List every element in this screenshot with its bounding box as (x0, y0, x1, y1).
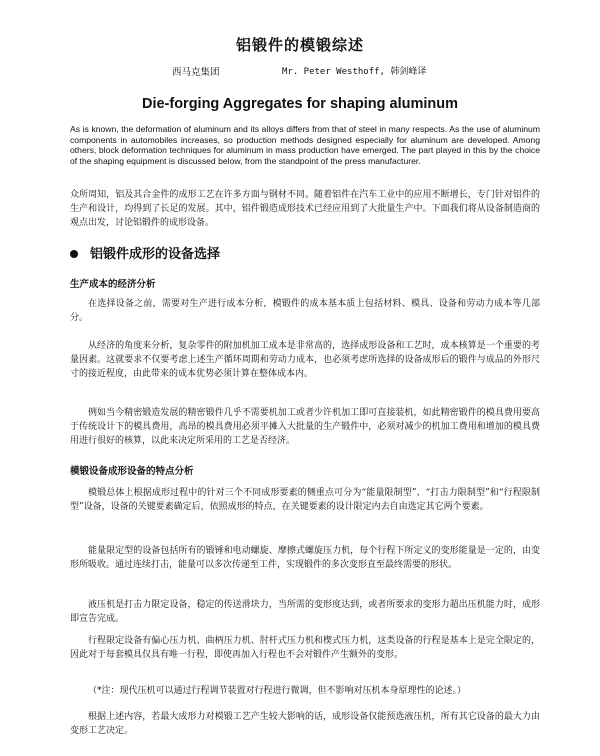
paragraph-equipment-3: 液压机是打击力限定设备，稳定的传送滑块力，当所需的变形度达到，或者所要求的变形力超出压机能力时，成形即宣告完成。 (70, 600, 540, 624)
subsection-heading-equipment: 模锻设备成形设备的特点分析 (70, 466, 194, 477)
section-heading (70, 243, 220, 262)
paragraph-cost-2: 从经济的角度来分析，复杂零件的附加机加工成本是非常高的，选择成形设备和工艺时，成本核算是一个重要的考量因素。这就要求不仅要考虑上述生产循环周期和劳动力成本，也必须考虑所选择的设备成形后的锻件与成品的外形尺寸的接近程度，由此带来的成本优势必须计算在整体成本内。 (70, 341, 540, 379)
subsection-heading-cost: 生产成本的经济分析 (70, 279, 156, 290)
paragraph-equipment-4: 行程限定设备有偏心压力机、曲柄压力机、肘杆式压力机和楔式压力机，这类设备的行程是基本上是完全限定的，因此对于每套模具仅具有唯一行程，即使再加入行程也不会对锻件产生额外的变形。 (70, 636, 540, 660)
section-heading-text: 铝锻件成形的设备选择 (90, 247, 221, 262)
article-title-english: Die-forging Aggregates for shaping aluminum (141, 96, 459, 112)
author-names: Mr. Peter Westhoff, 韩剑峰译 (282, 67, 427, 77)
intro-paragraph: 众所周知，铝及其合金件的成形工艺在许多方面与钢材不同。随着铝件在汽车工业中的应用不断增长，专门针对铝件的生产和设计，均得到了长足的发展。其中，铝件锻造成形技术已经应用到了大批量生产中。下面我们将从设备制造商的观点出发，讨论铝锻件的成形设备。 (70, 190, 540, 228)
article-title-chinese: 铝锻件的模锻综述 (235, 36, 364, 54)
paragraph-equipment-2: 能量限定型的设备包括所有的锻锤和电动螺旋、摩擦式螺旋压力机，每个行程下所定义的变形能量是一定的，由变形所吸收。通过连续打击，能量可以多次传递至工件，实现锻件的多次变形直至最终需要的形状。 (70, 546, 540, 570)
paragraph-cost-1: 在选择设备之前，需要对生产进行成本分析，模锻件的成本基本质上包括材料、模具、设备和劳动力成本等几部分。 (70, 299, 540, 323)
paragraph-equipment-5: 根据上述内容，若最大成形力对模锻工艺产生较大影响的话，成形设备仅能预选液压机，所有其它设备的最大力由变形工艺决定。 (70, 712, 540, 736)
paragraph-cost-3: 例如当今精密锻造发展的精密锻件几乎不需要机加工或者少许机加工即可直接装机，如此精密锻件的模具费用要高于传统设计下的模具费用，高昂的模具费用必须平摊入大批量的生产锻件中，必须对减少的机加工费用和增加的模具费用进行很好的核算，以此来决定所采用的工艺是否经济。 (70, 408, 540, 446)
paragraph-equipment-note: （*注：现代压机可以通过行程调节装置对行程进行微调，但不影响对压机本身原理性的论述。） (88, 686, 467, 696)
paragraph-equipment-1: 模锻总体上根据成形过程中的针对三个不同成形要素的侧重点可分为“能量限制型”、“打击力限制型”和“行程限制型”设备，设备的关键要素确定后，依照成形的特点，在关键要素的设计限定内去自由选定其它两个要素。 (70, 488, 540, 512)
author-organization: 西马克集团 (172, 67, 220, 78)
abstract-english: As is known, the deformation of aluminum and its alloys differs from that of steel in many respects. As the use of aluminum components in automobiles increases, so production methods designed especially for aluminum are developed. Among others, block deformation techniques for aluminum in mass production have emerged. The part played in this by the choice of the shaping equipment is discussed below, from the standpoint of the press manufacturer. (70, 124, 540, 166)
bullet-icon (70, 250, 78, 258)
